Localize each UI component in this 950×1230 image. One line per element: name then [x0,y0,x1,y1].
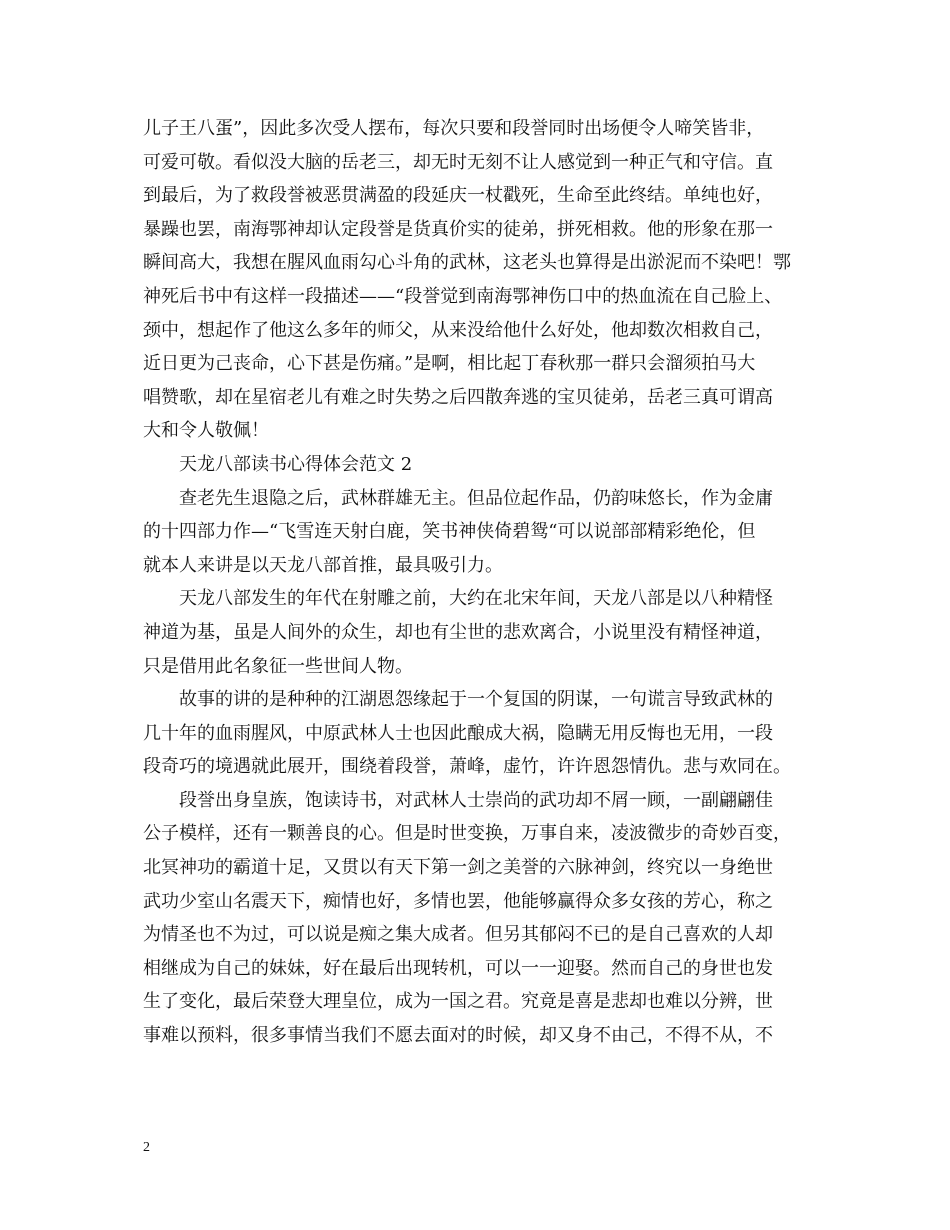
text-line: 几十年的血雨腥风，中原武林人士也因此酿成大祸，隐瞒无用反悔也无用，一段 [143,722,773,744]
text-line: 生了变化，最后荣登大理皇位，成为一国之君。究竟是喜是悲却也难以分辨，世 [143,991,773,1013]
text-line: 到最后，为了救段誉被恶贯满盈的段延庆一杖戳死，生命至此终结。单纯也好， [143,185,773,207]
text-line: 可爱可敬。看似没大脑的岳老三，却无时无刻不让人感觉到一种正气和守信。直 [143,151,773,173]
text-line: 公子模样，还有一颗善良的心。但是时世变换，万事自来，凌波微步的奇妙百变， [143,823,791,845]
text-line: 近日更为己丧命，心下甚是伤痛。”是啊，相比起丁春秋那一群只会溜须拍马大 [143,353,756,375]
text-line: 天龙八部读书心得体会范文 2 [179,453,413,475]
text-line: 天龙八部发生的年代在射雕之前，大约在北宋年间，天龙八部是以八种精怪 [179,588,773,610]
text-line: 颈中，想起作了他这么多年的师父，从来没给他什么好处，他却数次相救自己， [143,319,773,341]
text-line: 事难以预料，很多事情当我们不愿去面对的时候，却又身不由己，不得不从，不 [143,1025,773,1047]
text-line: 只是借用此名象征一些世间人物。 [143,655,413,677]
text-line: 神道为基，虽是人间外的众生，却也有尘世的悲欢离合，小说里没有精怪神道， [143,621,773,643]
text-line: 唱赞歌，却在星宿老儿有难之时失势之后四散奔逃的宝贝徒弟，岳老三真可谓高 [143,386,773,408]
page-number: 2 [143,1140,150,1155]
text-line: 为情圣也不为过，可以说是痴之集大成者。但另其郁闷不已的是自己喜欢的人却 [143,924,773,946]
text-line: 的十四部力作—“飞雪连天射白鹿，笑书神侠倚碧鸳“可以说部部精彩绝伦，但 [143,521,756,543]
text-line: 段奇巧的境遇就此展开，围绕着段誉，萧峰，虚竹，许许恩怨情仇。悲与欢同在。 [143,756,791,778]
text-line: 查老先生退隐之后，武林群雄无主。但品位起作品，仍韵味悠长，作为金庸 [179,487,773,509]
text-line: 暴躁也罢，南海鄂神却认定段誉是货真价实的徒弟，拼死相救。他的形象在那一 [143,218,773,240]
text-line: 瞬间高大，我想在腥风血雨勾心斗角的武林，这老头也算得是出淤泥而不染吧！鄂 [143,252,791,274]
body-text [143,112,815,1053]
text-line: 故事的讲的是种种的江湖恩怨缘起于一个复国的阴谋，一句谎言导致武林的 [179,689,773,711]
text-line: 神死后书中有这样一段描述——“段誉觉到南海鄂神伤口中的热血流在自己脸上、 [143,285,783,307]
text-line: 相继成为自己的妹妹，好在最后出现转机，可以一一迎娶。然而自己的身世也发 [143,957,773,979]
text-line: 儿子王八蛋”，因此多次受人摆布，每次只要和段誉同时出场便令人啼笑皆非， [143,118,765,139]
text-line: 北冥神功的霸道十足，又贯以有天下第一剑之美誉的六脉神剑，终究以一身绝世 [143,857,773,879]
text-line: 大和令人敬佩！ [143,420,269,442]
text-line: 就本人来讲是以天龙八部首推，最具吸引力。 [143,554,503,576]
text-line: 段誉出身皇族，饱读诗书，对武林人士崇尚的武功却不屑一顾，一副翩翩佳 [179,789,773,811]
text-line: 武功少室山名震天下，痴情也好，多情也罢，他能够赢得众多女孩的芳心，称之 [143,890,773,912]
